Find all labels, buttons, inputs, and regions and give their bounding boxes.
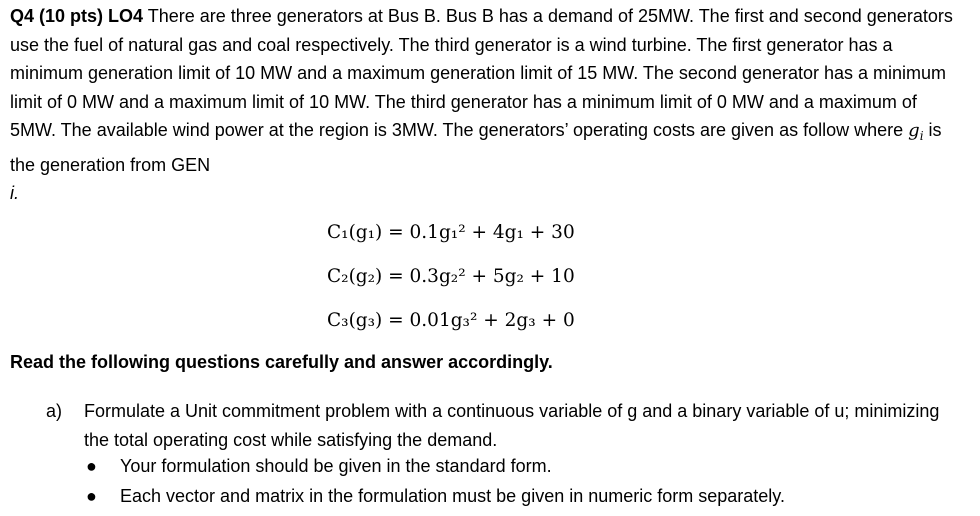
cost-equation-1: C₁(g₁) = 0.1g₁² + 4g₁ + 30 <box>327 222 575 243</box>
part-a <box>46 397 956 455</box>
cost-equation-3: C₃(g₃) = 0.01g₃² + 2g₃ + 0 <box>327 310 575 331</box>
question-text-end: is the generation from GEN <box>10 120 942 175</box>
instructions-heading: Read the following questions carefully and answer accordingly. <box>10 352 553 372</box>
bullet-dot-icon: ● <box>86 486 97 506</box>
question-label: Q4 (10 pts) LO4 <box>10 6 144 26</box>
question-trailing-i: i. <box>10 183 19 203</box>
question-paragraph <box>10 2 960 208</box>
bullet-dot-icon: ● <box>86 456 97 476</box>
cost-equation-2: C₂(g₂) = 0.3g₂² + 5g₂ + 10 <box>327 266 575 287</box>
bullet-text: Each vector and matrix in the formulation must be given in numeric form separately. <box>120 486 785 506</box>
bullet-text: Your formulation should be given in the standard form. <box>120 456 552 476</box>
generation-symbol: $g_i$ <box>908 120 924 143</box>
part-a-marker: a) <box>46 401 63 421</box>
question-text: There are three generators at Bus B. Bus B has a demand of 25MW. The first and second generators use the fuel of natural gas and coal respectively. The third generator is a wind turbine. The first generator has a minimum generation limit of 10 MW and a maximum generation limit of 15 MW. The second generator has a minimum limit of 0 MW and a maximum limit of 10 MW. The third generator has a minimum limit of 0 MW and a maximum of 5MW. The available wind power at the region is 3MW. The generators’ operating costs are given as follow where <box>10 6 953 140</box>
part-a-text: Formulate a Unit commitment problem with a continuous variable of g and a binary variable of u; minimizing the total operating cost while satisfying the demand. <box>84 401 940 450</box>
